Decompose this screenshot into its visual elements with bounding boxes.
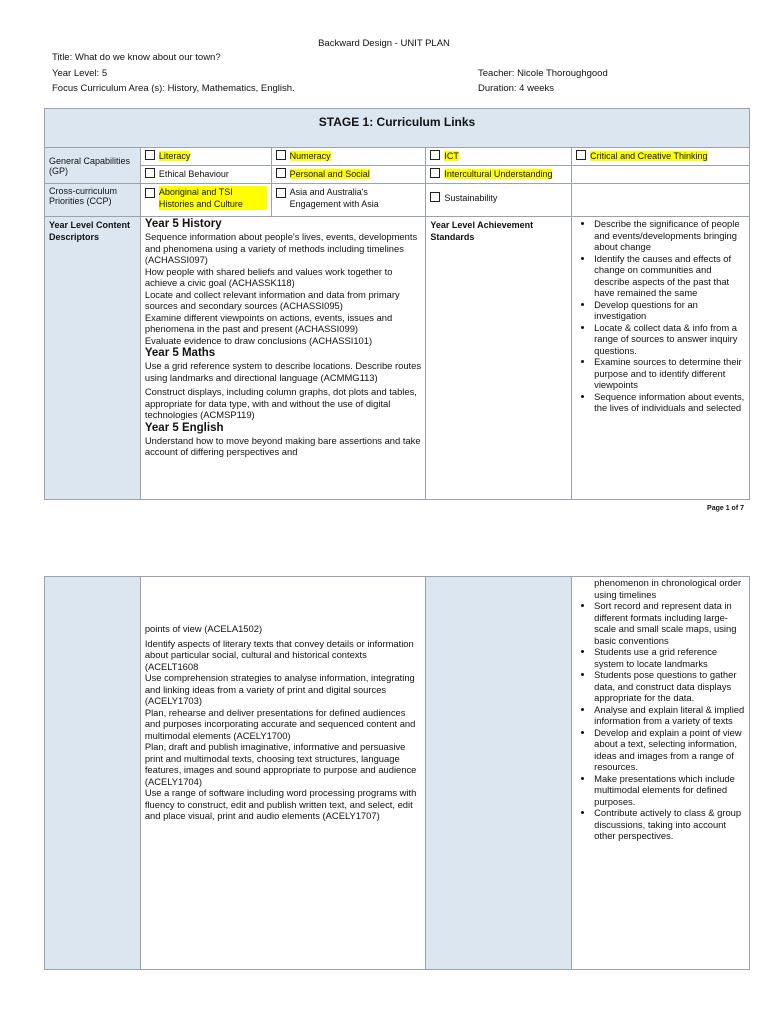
continuation-table <box>44 576 750 970</box>
english-item: Understand how to move beyond making bare assertions and take account of differing perspectives and <box>144 434 421 457</box>
year-level: Year Level: 5 <box>52 68 108 79</box>
standards-item: • Contribute actively to class & group discussions, taking into account other perspectives. <box>594 807 747 842</box>
checkbox-icon[interactable] <box>576 150 586 160</box>
english-item: Plan, rehearse and deliver presentations for defined audiences and purposes incorporating accurate and sequenced content and multimodal elements (ACELY1700) <box>144 706 416 741</box>
gp-intercultural: Intercultural Understanding <box>444 169 553 179</box>
maths-item: Construct displays, including column graphs, dot plots and tables, appropriate for data type, with and without the use of digital technologies (ACMSP119) <box>144 386 417 420</box>
unit-title: Title: What do we know about our town? <box>52 52 221 63</box>
checkbox-icon[interactable] <box>430 168 440 178</box>
history-heading: Year 5 History <box>144 218 222 230</box>
checkbox-icon[interactable] <box>430 192 440 202</box>
descriptors-label-cont <box>45 577 141 970</box>
history-item: Sequence information about people's lives, events, developments and phenomena using a variety of methods including timelines (ACHASSI097) <box>144 231 418 265</box>
standards-item: • Make presentations which include multimodal elements for defined purposes. <box>594 773 747 808</box>
checkbox-icon[interactable] <box>276 150 286 160</box>
standards-item: • Locate & collect data & info from a range of sources to answer inquiry questions. <box>594 322 747 357</box>
history-item: Evaluate evidence to draw conclusions (ACHASSI101) <box>144 334 373 346</box>
page-number: Page 1 of 7 <box>707 505 744 512</box>
ccp-asia: Asia and Australia's Engagement with Asia <box>289 187 379 209</box>
standards-list-cont <box>574 600 747 842</box>
stage-heading: STAGE 1: Curriculum Links <box>45 109 750 148</box>
descriptors-label: Year Level Content Descriptors <box>45 217 141 500</box>
history-item: Examine different viewpoints on actions, events, issues and phenomena in the past and present (ACHASSI099) <box>144 311 393 334</box>
history-item: Locate and collect relevant information and data from primary sources and secondary sources (ACHASSI095) <box>144 288 400 311</box>
document-title: Backward Design - UNIT PLAN <box>318 38 450 49</box>
english-heading: Year 5 English <box>144 421 224 434</box>
teacher: Teacher: Nicole Thoroughgood <box>478 68 608 79</box>
standards-item: • Sequence information about events, the lives of individuals and selected <box>594 391 747 414</box>
standards-item: • Examine sources to determine their purpose and to identify different viewpoints <box>594 356 747 391</box>
checkbox-icon[interactable] <box>276 188 286 198</box>
gp-ict: ICT <box>444 151 459 161</box>
checkbox-icon[interactable] <box>145 188 155 198</box>
standards-continuation: phenomenon in chronological order using timelines <box>594 577 742 600</box>
gp-literacy: Literacy <box>158 151 191 161</box>
maths-heading: Year 5 Maths <box>144 347 216 359</box>
ccp-sustainability: Sustainability <box>444 193 498 203</box>
english-item: Identify aspects of literary texts that convey details or information about particular social, cultural and historical contexts (ACELT1608 <box>144 637 414 672</box>
maths-item: Use a grid reference system to describe locations. Describe routes using landmarks and directional language (ACMMG113) <box>144 360 422 383</box>
standards-item: • Describe the significance of people and events/developments bringing about change <box>594 218 747 253</box>
checkbox-icon[interactable] <box>430 150 440 160</box>
checkbox-icon[interactable] <box>145 168 155 178</box>
duration: Duration: 4 weeks <box>478 83 555 94</box>
standards-item: • Students pose questions to gather data, and construct data displays appropriate for the data. <box>594 669 747 704</box>
curriculum-links-table <box>44 108 750 500</box>
ccp-aboriginal: Aboriginal and TSI Histories and Culture <box>159 186 267 210</box>
gp-ethical: Ethical Behaviour <box>158 169 229 179</box>
standards-item: • Develop and explain a point of view about a text, selecting information, ideas and images from a range of resources. <box>594 727 747 773</box>
english-item: Plan, draft and publish imaginative, informative and persuasive print and multimodal texts, choosing text structures, language features, images and sound appropriate to purpose and audience (ACELY1704) <box>144 741 417 787</box>
focus-area: Focus Curriculum Area (s): History, Mathematics, English. <box>52 83 295 94</box>
gp-critical-thinking: Critical and Creative Thinking <box>590 151 708 161</box>
standards-list <box>574 218 747 414</box>
standards-label: Year Level Achievement Standards <box>426 217 572 500</box>
gp-label: General Capabilities (GP) <box>45 148 141 184</box>
checkbox-icon[interactable] <box>145 150 155 160</box>
english-item: Use comprehension strategies to analyse information, integrating and linking ideas from a variety of print and digital sources (ACELY1703) <box>144 672 415 706</box>
gp-personal-social: Personal and Social <box>289 169 370 179</box>
standards-item: • Sort record and represent data in different formats including large-scale and small scale maps, using basic conventions <box>594 600 747 646</box>
english-item: points of view (ACELA1502) <box>144 623 263 634</box>
standards-item: • Develop questions for an investigation <box>594 299 747 322</box>
history-item: How people with shared beliefs and values work together to achieve a civic goal (ACHASSK118) <box>144 265 393 288</box>
standards-label-cont <box>426 577 572 970</box>
gp-numeracy: Numeracy <box>289 151 331 161</box>
standards-item: • Analyse and explain literal & implied information from a variety of texts <box>594 704 747 727</box>
english-item: Use a range of software including word processing programs with fluency to construct, edit and publish written text, and select, edit and place visual, print and audio elements (ACELY1707) <box>144 787 417 821</box>
standards-item: • Identify the causes and effects of change on communities and describe aspects of the past that have remained the same <box>594 253 747 299</box>
standards-item: • Students use a grid reference system to locate landmarks <box>594 646 747 669</box>
ccp-label: Cross-curriculum Priorities (CCP) <box>45 184 141 217</box>
checkbox-icon[interactable] <box>276 168 286 178</box>
